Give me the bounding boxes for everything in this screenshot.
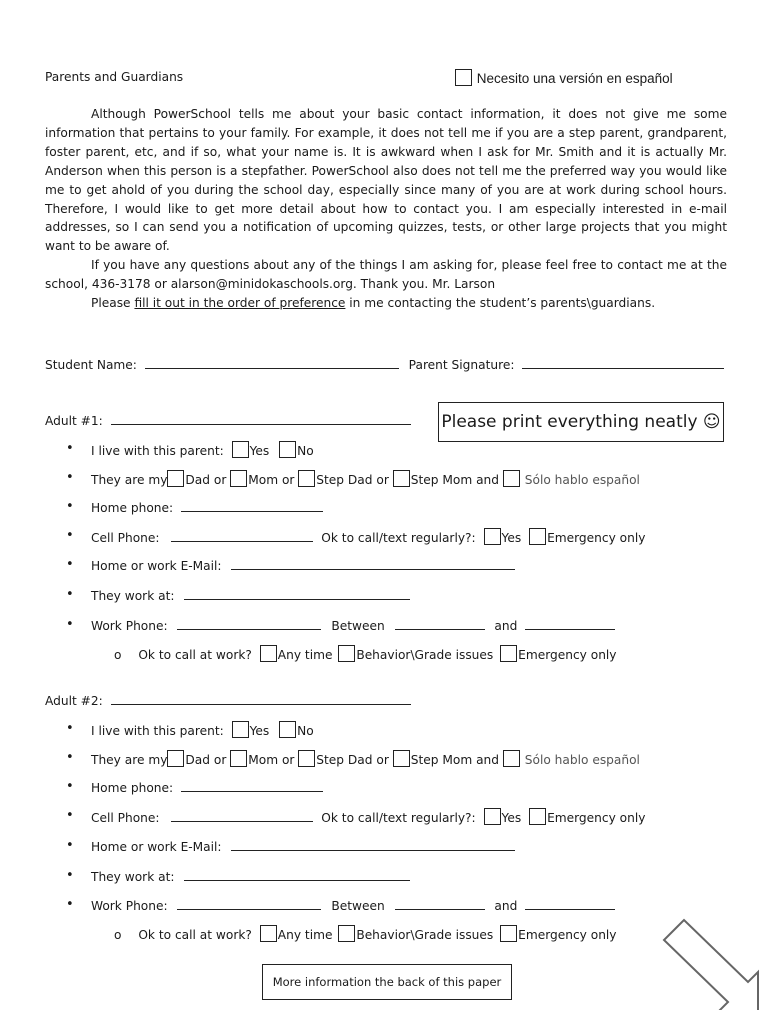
bullet: • (66, 528, 74, 543)
adult-2-call-yes-checkbox[interactable] (484, 808, 501, 825)
adult-1-work-phone-row: Work Phone: Between and (91, 617, 615, 633)
adult-1-dad-checkbox[interactable] (167, 470, 184, 487)
adult-1-label: Adult #1: (45, 414, 103, 428)
bullet: • (66, 557, 74, 572)
adult-2-work-start-field[interactable] (395, 897, 485, 910)
adult-2-work-at-row: They work at: (91, 868, 410, 884)
adult-1-relation-row: They are my Dad or Mom or Step Dad or Step Mom and Sólo hablo español (91, 470, 640, 487)
intro-text (45, 105, 727, 313)
adult-2-live-no-checkbox[interactable] (279, 721, 296, 738)
adult-2-call-emergency-checkbox[interactable] (529, 808, 546, 825)
adult-2-email-row: Home or work E-Mail: (91, 838, 515, 854)
adult-1-spanish-checkbox[interactable] (503, 470, 520, 487)
adult-2-work-at-field[interactable] (184, 868, 410, 881)
order-of-preference-text: fill it out in the order of preference (134, 296, 346, 311)
signature-row (45, 356, 724, 372)
adult-1-mom-checkbox[interactable] (230, 470, 247, 487)
adult-1-work-phone-field[interactable] (177, 617, 321, 630)
adult-1-live-with-row: I live with this parent: Yes No (91, 441, 314, 458)
parent-signature-label: Parent Signature: (408, 358, 515, 372)
spanish-version-checkbox[interactable] (455, 69, 472, 86)
adult-1-home-phone-row: Home phone: (91, 499, 323, 515)
intro-paragraph-1: Although PowerSchool tells me about your basic contact information, it does not give me some information that pertains to your family. For example, it does not tell me if you are a step parent, grandparent, foster parent, etc, and if so, what your name is. It is awkward when I ask for Mr. Smith and it is actually Mr. Anderson when this person is a stepfather. PowerSchool also does not tell me the preferred way you would like me to get ahold of you during the school day, especially since many of you are at work during school hours. Therefore, I would like to get more detail about how to contact you. I am especially interested in e-mail addresses, so I can send you a notification of upcoming quizzes, tests, or other large projects that you might want to be aware of. (45, 107, 727, 254)
student-name-field[interactable] (145, 356, 399, 369)
adult-1-call-work-row: o Ok to call at work? Any time Behavior\Grade issues Emergency only (114, 645, 617, 662)
adult-1-work-start-field[interactable] (395, 617, 485, 630)
adult-2-anytime-checkbox[interactable] (260, 925, 277, 942)
bullet: • (66, 897, 74, 912)
adult-1-call-yes-checkbox[interactable] (484, 528, 501, 545)
adult-2-work-phone-row: Work Phone: Between and (91, 897, 615, 913)
adult-2-call-work-row: o Ok to call at work? Any time Behavior\Grade issues Emergency only (114, 925, 617, 942)
adult-2-home-phone-field[interactable] (181, 779, 323, 792)
adult-2-home-phone-row: Home phone: (91, 779, 323, 795)
adult-1-live-yes-checkbox[interactable] (232, 441, 249, 458)
intro-paragraph-3: Please fill it out in the order of preference in me contacting the student’s parents\guardians. (91, 296, 656, 311)
spanish-version-option[interactable] (455, 69, 673, 86)
adult-1-cell-phone-row: Cell Phone: Ok to call/text regularly?: Yes Emergency only (91, 528, 645, 545)
adult-1-work-at-field[interactable] (184, 587, 410, 600)
back-page-note: More information the back of this paper (262, 964, 512, 1000)
bullet: • (66, 721, 74, 736)
adult-2-label: Adult #2: (45, 694, 103, 708)
bullet: • (66, 779, 74, 794)
greeting: Parents and Guardians (45, 70, 184, 84)
adult-2-work-end-field[interactable] (525, 897, 615, 910)
parent-signature-field[interactable] (522, 356, 724, 369)
student-name-label: Student Name: (45, 358, 137, 372)
adult-1-work-end-field[interactable] (525, 617, 615, 630)
bullet: • (66, 838, 74, 853)
intro-paragraph-2: If you have any questions about any of the things I am asking for, please feel free to contact me at the school, 436-3178 or alarson@minidokaschools.org. Thank you. Mr. Larson (45, 258, 727, 292)
bullet: • (66, 441, 74, 456)
adult-1-stepmom-checkbox[interactable] (393, 470, 410, 487)
bullet: • (66, 470, 74, 485)
bullet: • (66, 808, 74, 823)
adult-2-work-emergency-checkbox[interactable] (500, 925, 517, 942)
arrow-down-right-icon (662, 918, 762, 1010)
adult-2-cell-phone-row: Cell Phone: Ok to call/text regularly?: Yes Emergency only (91, 808, 645, 825)
adult-1-email-row: Home or work E-Mail: (91, 557, 515, 573)
adult-1-header (45, 412, 411, 428)
spanish-version-label: Necesito una versión en español (476, 71, 673, 86)
adult-2-behavior-checkbox[interactable] (338, 925, 355, 942)
adult-1-home-phone-field[interactable] (181, 499, 323, 512)
adult-1-anytime-checkbox[interactable] (260, 645, 277, 662)
adult-2-email-field[interactable] (231, 838, 515, 851)
adult-2-header (45, 692, 411, 708)
adult-1-stepdad-checkbox[interactable] (298, 470, 315, 487)
adult-2-name-field[interactable] (111, 692, 411, 705)
adult-1-work-at-row: They work at: (91, 587, 410, 603)
adult-2-relation-row: They are my Dad or Mom or Step Dad or Step Mom and Sólo hablo español (91, 750, 640, 767)
adult-2-dad-checkbox[interactable] (167, 750, 184, 767)
adult-2-stepdad-checkbox[interactable] (298, 750, 315, 767)
adult-2-stepmom-checkbox[interactable] (393, 750, 410, 767)
adult-2-live-yes-checkbox[interactable] (232, 721, 249, 738)
bullet: • (66, 868, 74, 883)
adult-2-cell-phone-field[interactable] (171, 809, 313, 822)
adult-1-behavior-checkbox[interactable] (338, 645, 355, 662)
bullet: • (66, 750, 74, 765)
bullet: • (66, 617, 74, 632)
adult-2-work-phone-field[interactable] (177, 897, 321, 910)
bullet: • (66, 587, 74, 602)
print-neatly-note: Please print everything neatly ☺ (438, 402, 724, 442)
adult-1-live-no-checkbox[interactable] (279, 441, 296, 458)
adult-2-live-with-row: I live with this parent: Yes No (91, 721, 314, 738)
adult-2-spanish-checkbox[interactable] (503, 750, 520, 767)
adult-1-email-field[interactable] (231, 557, 515, 570)
adult-1-cell-phone-field[interactable] (171, 529, 313, 542)
adult-1-call-emergency-checkbox[interactable] (529, 528, 546, 545)
adult-2-mom-checkbox[interactable] (230, 750, 247, 767)
adult-1-name-field[interactable] (111, 412, 411, 425)
adult-1-work-emergency-checkbox[interactable] (500, 645, 517, 662)
bullet: • (66, 499, 74, 514)
